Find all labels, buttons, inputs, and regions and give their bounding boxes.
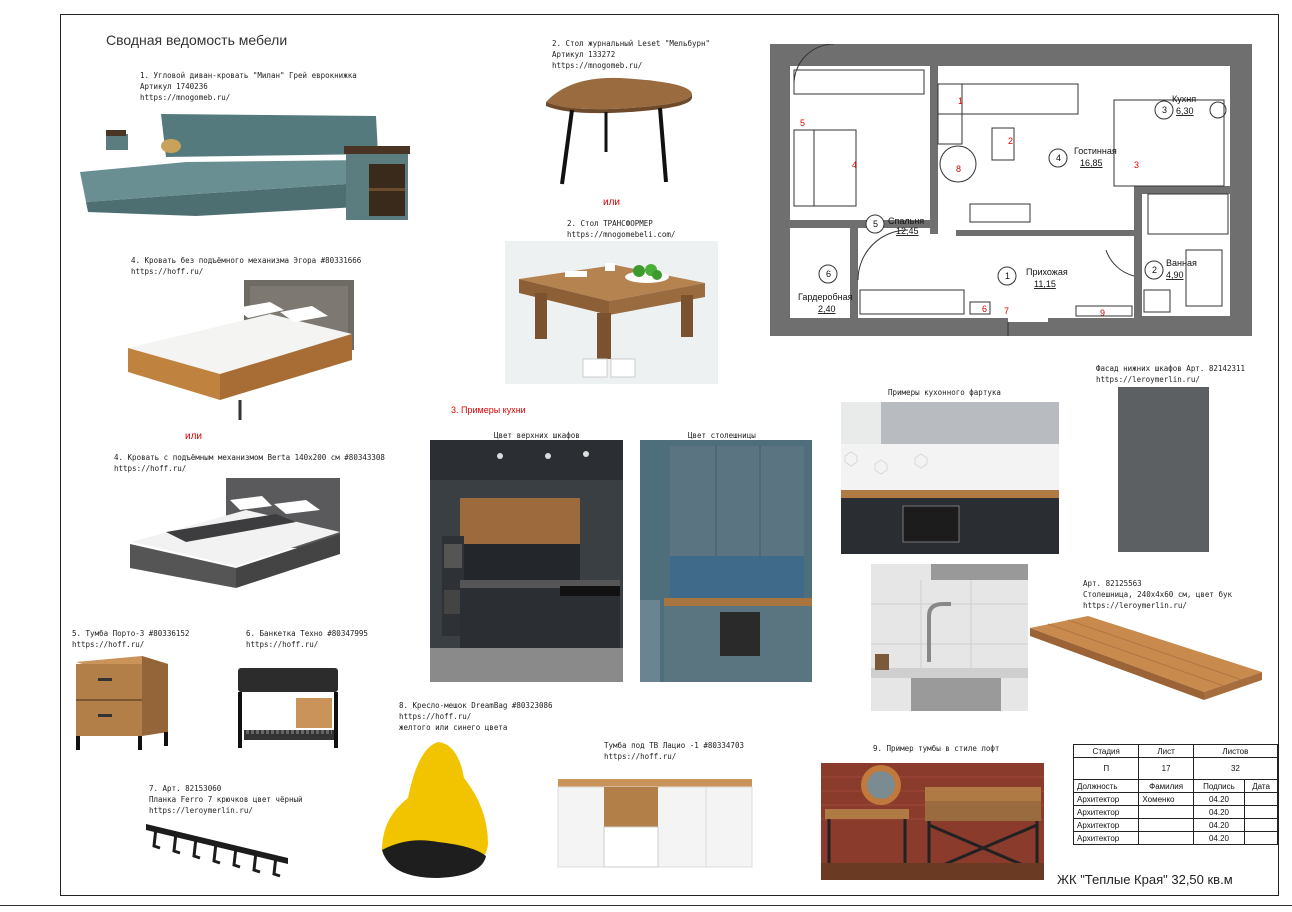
stamp-value: 17 [1139,758,1193,780]
caption-line: Арт. 82125563 [1083,579,1142,588]
plan-circle-num: 1 [1005,271,1011,281]
stamp-date: 04.20 [1193,806,1244,819]
title-block [1073,744,1278,845]
room-name-hall: Прихожая [1026,267,1068,277]
caption-table2 [567,218,675,240]
caption-line: Фасад нижних шкафов Арт. 82142311 [1096,364,1246,373]
stamp-name [1139,832,1193,845]
countertop-image [1028,614,1264,710]
caption-line: Тумба под ТВ Лацио -1 #80334703 [604,741,744,750]
stamp-col: Должность [1074,780,1139,793]
kitchen-section-title: 3. Примеры кухни [451,405,526,415]
caption-line: 2. Стол ТРАНСФОРМЕР [567,219,653,228]
caption-facade [1096,363,1245,385]
room-area-kitchen: 6,30 [1176,106,1194,116]
caption-line: 6. Банкетка Техно #80347995 [246,629,368,638]
caption-line: 1. Угловой диван-кровать "Милан" Грей еврокнижка [140,71,357,80]
plan-circle-num: 5 [873,219,879,229]
caption-bed1 [131,255,361,277]
stamp-name [1139,819,1193,832]
plan-marker: 8 [956,164,962,174]
room-name-bedroom: Спальня [888,216,925,226]
room-name-bath: Ванная [1166,258,1197,268]
room-name-kitchen: Кухня [1172,94,1197,104]
plan-marker: 3 [1134,160,1140,170]
caption-line: желтого или синего цвета [399,723,508,732]
caption-line: https://hoff.ru/ [114,464,187,473]
plan-marker: 7 [1004,306,1010,316]
plan-marker: 6 [982,304,988,314]
hanger-image [142,818,292,880]
caption-line: https://hoff.ru/ [246,640,319,649]
or-label-1: или [603,197,621,208]
stamp-empty [1245,806,1278,819]
plan-marker: 9 [1100,308,1106,318]
stamp-col: Подпись [1193,780,1244,793]
caption-bed2 [114,452,385,474]
stamp-date: 04.20 [1193,832,1244,845]
room-area-bedroom: 12,45 [896,226,919,236]
caption-line: https://mnogomeb.ru/ [140,93,231,102]
caption-line: Планка Ferro 7 крючков цвет чёрный [149,795,303,804]
upper-color-label: Цвет верхних шкафов [494,431,580,440]
plan-marker: 2 [1008,136,1014,146]
caption-line: https://hoff.ru/ [72,640,145,649]
stamp-value: П [1074,758,1139,780]
backsplash-image-2 [871,564,1028,711]
caption-line: https://mnogomebeli.com/ [567,230,676,239]
bench-image [236,664,341,754]
room-area-living: 16,85 [1080,158,1103,168]
caption-bench [246,628,368,650]
beanbag-image [378,738,493,882]
caption-line: https://hoff.ru/ [604,752,677,761]
stamp-date: 04.20 [1193,819,1244,832]
page-bottom-line [0,905,1292,906]
caption-nightstand [72,628,189,650]
backsplash-label: Примеры кухонного фартука [888,388,1001,397]
caption-line: https://leroymerlin.ru/ [149,806,253,815]
caption-table1 [552,38,710,71]
transformer-table-image [505,241,718,384]
nightstand-image [72,652,172,752]
stamp-header: Стадия [1074,745,1139,758]
stamp-name [1139,806,1193,819]
caption-beanbag [399,700,553,733]
stamp-name: Хоменко [1139,793,1193,806]
caption-line: https://leroymerlin.ru/ [1083,601,1187,610]
stamp-role: Архитектор [1074,793,1139,806]
stamp-empty [1245,793,1278,806]
bed1-image [120,278,370,423]
stamp-role: Архитектор [1074,819,1139,832]
stamp-empty [1245,832,1278,845]
caption-line: Столешница, 240х4х60 см, цвет бук [1083,590,1233,599]
room-name-wardrobe: Гардеробная [798,292,853,302]
counter-color-label: Цвет столешницы [688,431,756,440]
caption-line: https://hoff.ru/ [131,267,204,276]
caption-line: 4. Кровать без подъёмного механизма Эгора #80331666 [131,256,362,265]
plan-marker: 5 [800,118,806,128]
plan-marker: 1 [958,96,964,106]
room-area-hall: 11,15 [1034,279,1056,289]
coffee-table-image [540,72,700,190]
footer-project-name: ЖК "Теплые Края" 32,50 кв.м [1057,872,1233,887]
stamp-empty [1245,819,1278,832]
kitchen-dark-image [430,440,623,682]
caption-line: Артикул 1740236 [140,82,208,91]
or-label-2: или [185,431,203,442]
caption-line: 7. Арт. 82153060 [149,784,222,793]
plan-circle-num: 3 [1162,105,1168,115]
caption-line: https://leroymerlin.ru/ [1096,375,1200,384]
room-area-wardrobe: 2,40 [818,304,836,314]
caption-line: https://hoff.ru/ [399,712,472,721]
room-area-bath: 4,90 [1166,270,1184,280]
stamp-col: Дата [1245,780,1278,793]
stamp-value: 32 [1193,758,1277,780]
stamp-header: Лист [1139,745,1193,758]
caption-line: 8. Кресло-мешок DreamBag #80323086 [399,701,553,710]
sofa-image [76,102,414,222]
plan-circle-num: 2 [1152,265,1158,275]
caption-countertop [1083,578,1232,611]
room-name-living: Гостинная [1074,146,1117,156]
page-title: Сводная ведомость мебели [106,32,288,48]
facade-swatch [1118,387,1209,552]
plan-circle-num: 4 [1056,153,1062,163]
caption-line: 2. Стол журнальный Leset "Мельбурн" [552,39,711,48]
stamp-date: 04.20 [1193,793,1244,806]
backsplash-image-1 [841,402,1059,554]
caption-line: Артикул 133272 [552,50,616,59]
caption-hanger [149,783,303,816]
loft-label: 9. Пример тумбы в стиле лофт [873,744,1000,753]
stamp-role: Архитектор [1074,832,1139,845]
plan-circle-num: 6 [826,269,832,279]
caption-line: 5. Тумба Порто-3 #80336152 [72,629,190,638]
plan-marker: 4 [852,160,858,170]
caption-tvstand [604,740,744,762]
bed2-image [126,476,344,596]
stamp-role: Архитектор [1074,806,1139,819]
caption-line: https://mnogomeb.ru/ [552,61,643,70]
floor-plan [770,44,1252,336]
kitchen-blue-image [640,440,812,682]
stamp-header: Листов [1193,745,1277,758]
tvstand-image [556,773,756,885]
stamp-col: Фамилия [1139,780,1193,793]
caption-sofa [140,70,357,103]
caption-line: 4. Кровать с подъёмным механизмом Berta 140х200 см #80343308 [114,453,385,462]
loft-image [821,763,1044,880]
